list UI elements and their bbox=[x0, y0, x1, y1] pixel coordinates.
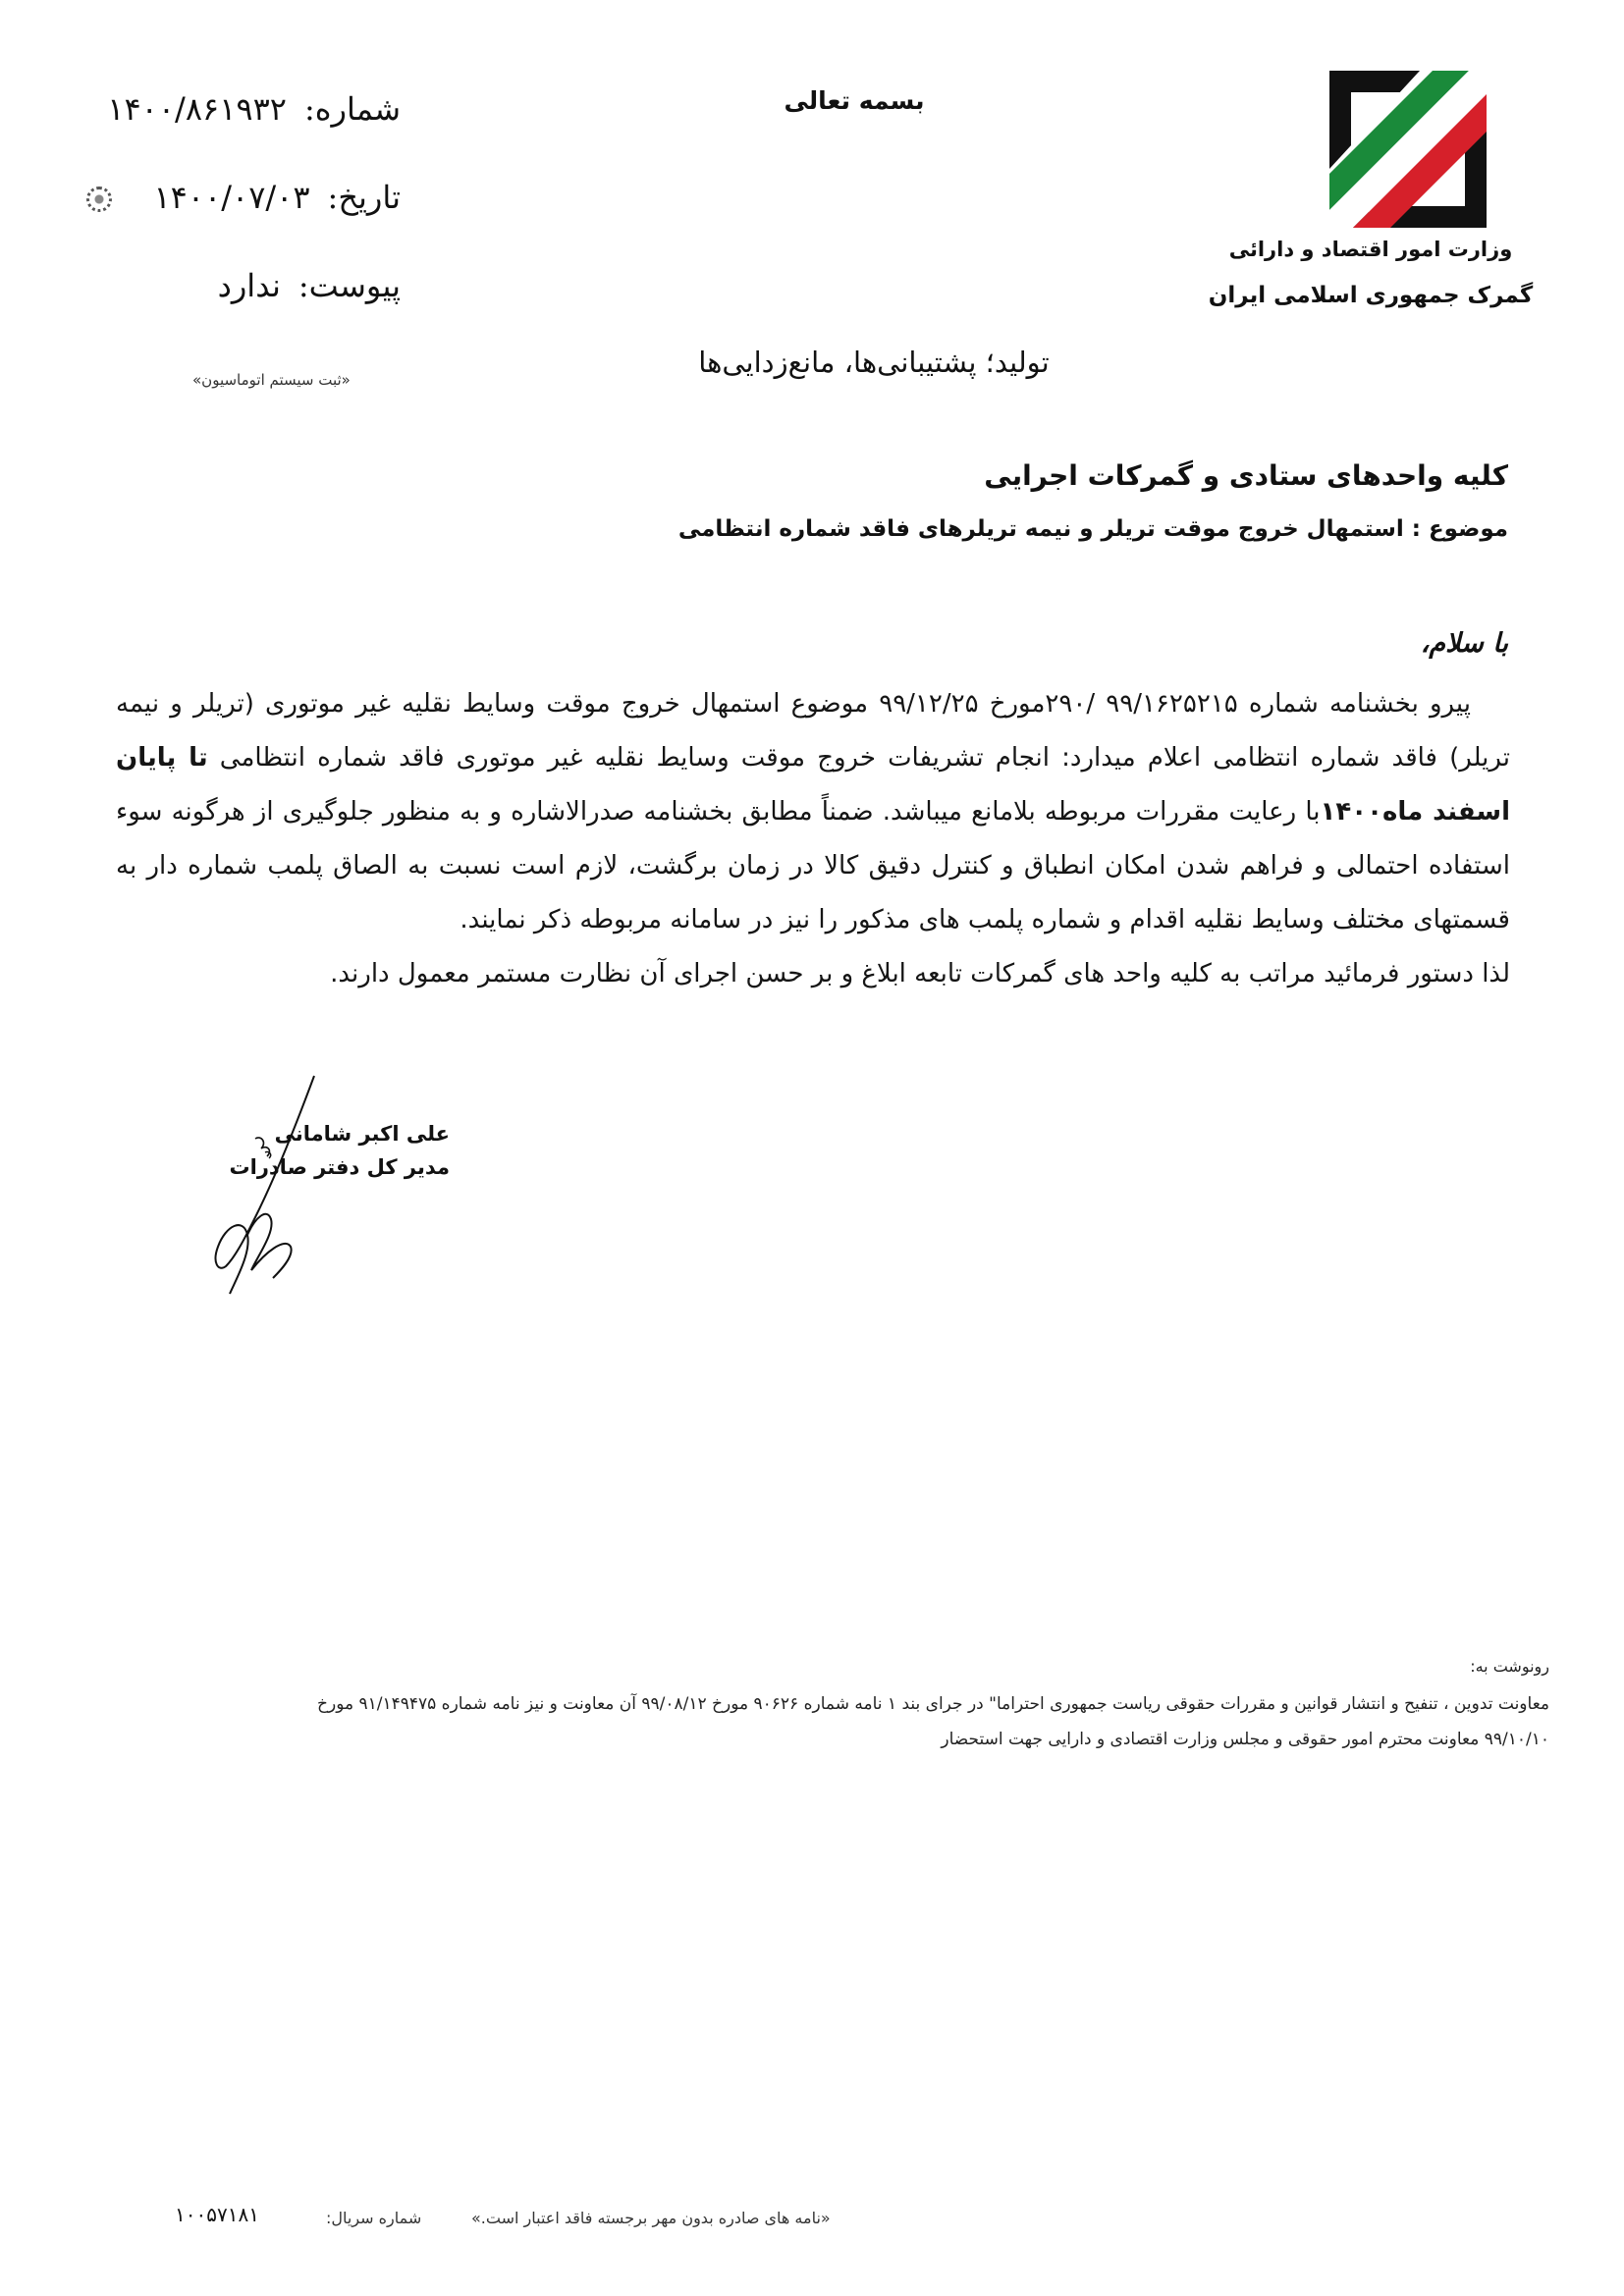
cc-label: رونوشت به: bbox=[1470, 1657, 1549, 1676]
seal-dot-icon bbox=[86, 187, 112, 212]
letter-body bbox=[116, 677, 1510, 1001]
subject-text: استمهال خروج موقت تریلر و نیمه تریلرهای فاقد شماره انتظامی bbox=[677, 516, 1404, 542]
subject-line bbox=[678, 516, 1508, 542]
validity-notice: «نامه های صادره بدون مهر برجسته فاقد اعتبار است.» bbox=[471, 2209, 831, 2227]
letter-number-value: ۱۴۰۰/۸۶۱۹۳۲ bbox=[107, 90, 287, 128]
letter-attachment bbox=[86, 267, 401, 304]
greeting: با سلام، bbox=[1420, 628, 1508, 659]
letter-number-label: شماره: bbox=[303, 90, 401, 128]
letter-attachment-value: ندارد bbox=[217, 267, 281, 304]
serial-label: شماره سریال: bbox=[326, 2209, 422, 2227]
body-paragraph-2: لذا دستور فرمائید مراتب به کلیه واحد های گمرکات تابعه ابلاغ و بر حسن اجرای آن نظارت مستمر معمول دارند. bbox=[330, 959, 1510, 988]
cc-line-1: معاونت تدوین ، تنفیح و انتشار قوانین و مقررات حقوقی ریاست جمهوری احتراما" در جرای بند ۱ نامه شماره ۹۰۶۲۶ مورخ ۹۹/۰۸/۱۲ آن معاونت و نیز نامه شماره ۹۱/۱۴۹۴۷۵ مورخ bbox=[317, 1694, 1549, 1714]
customs-name: گمرک جمهوری اسلامی ایران bbox=[1208, 283, 1534, 308]
letter-attachment-label: پیوست: bbox=[298, 267, 401, 304]
body-paragraph-1-end: با رعایت مقررات مربوطه بلامانع میباشد. ضمناً مطابق بخشنامه صدرالاشاره و به منظور جلوگیری از هرگونه سوء استفاده احتمالی و فراهم شدن امکان انطباق و کنترل دقیق کالا در زمان برگشت، لازم است نسبت به الصاق پلمب شماره دار به قسمتهای مختلف وسایط نقلیه اقدام و شماره پلمب های مذکور را نیز در سامانه مربوطه ذکر نمایند. bbox=[116, 797, 1510, 934]
handwritten-signature bbox=[196, 1070, 334, 1306]
signatory-name: علی اکبر شامانی bbox=[274, 1122, 450, 1146]
bismillah-heading: بسمه تعالی bbox=[784, 86, 925, 115]
ministry-name: وزارت امور اقتصاد و دارائی bbox=[1228, 238, 1513, 261]
letter-number bbox=[86, 90, 401, 128]
cc-section bbox=[116, 1647, 1549, 1757]
cc-line-2: ۹۹/۱۰/۱۰ معاونت محترم امور حقوقی و مجلس وزارت اقتصادی و دارایی جهت استحضار bbox=[941, 1730, 1549, 1749]
signatory-title: مدیر کل دفتر صادرات bbox=[229, 1155, 450, 1179]
customs-logo-icon bbox=[1329, 71, 1487, 228]
serial-number: ۱۰۰۵۷۱۸۱ bbox=[175, 2203, 259, 2226]
letter-date-label: تاریخ: bbox=[327, 179, 401, 216]
body-paragraph-1 bbox=[116, 677, 1510, 947]
customs-logo bbox=[1329, 71, 1487, 228]
letter-date bbox=[86, 179, 401, 216]
subject-label: موضوع : bbox=[1411, 516, 1508, 542]
recipient: کلیه واحدهای ستادی و گمرکات اجرایی bbox=[984, 459, 1508, 492]
slogan: تولید؛ پشتیبانی‌ها، مانع‌زدایی‌ها bbox=[698, 346, 1050, 379]
letter-date-value: ۱۴۰۰/۰۷/۰۳ bbox=[153, 179, 310, 216]
deadline-emphasis: تا پایان اسفند ماه۱۴۰۰ bbox=[116, 743, 1510, 827]
automation-note: «ثبت سیستم اتوماسیون» bbox=[192, 371, 351, 389]
body-paragraph-1-start: پیرو بخشنامه شماره ۹۹/۱۶۲۵۲۱۵ /۲۹۰مورخ ۹۹/۱۲/۲۵ موضوع استمهال خروج موقت وسایط نقلیه غیر موتوری (تریلر و نیمه تریلر) فاقد شماره انتظامی اعلام میدارد: انجام تشریفات خروج موقت وسایط نقلیه غیر موتوری فاقد شماره انتظامی bbox=[116, 689, 1511, 773]
